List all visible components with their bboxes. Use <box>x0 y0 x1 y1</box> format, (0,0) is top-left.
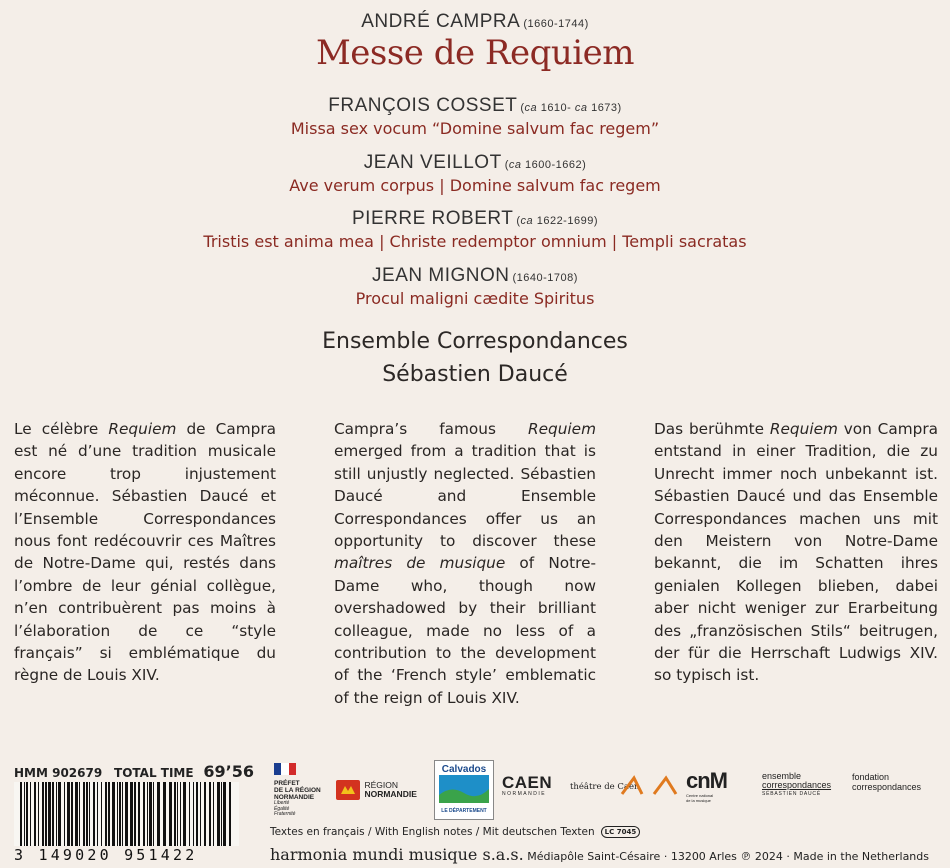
barcode-bar <box>67 782 70 846</box>
normandy-lion-icon <box>336 780 360 800</box>
barcode-bar <box>112 782 115 846</box>
barcode <box>14 782 239 852</box>
composer-name: PIERRE ROBERT <box>352 208 514 229</box>
work-robert: Tristis est anima mea | Christe redemptor omnium | Templi sacratas <box>203 232 747 251</box>
barcode-bar <box>143 782 145 846</box>
total-time: 69’56 <box>203 762 255 781</box>
description-english: Campra’s famous Requiem emerged from a tradition that is still unjustly neglected. Sébastien Daucé and Ensemble Correspondances offer us an opportunity to discover these maîtres de musique of Notre-Dame who, though now overshadowed by their brilliant colleague, made no less of a contribution to the development of the ‘French style’ emblematic of the reign of Louis XIV. <box>334 420 597 707</box>
calvados-sub: LE DÉPARTEMENT <box>441 808 487 814</box>
ensemble-logo-line3: SÉBASTIEN DAUCÉ <box>762 791 821 797</box>
barcode-bar <box>119 782 121 846</box>
tricolor-flag-icon <box>274 763 296 775</box>
barcode-bar <box>71 782 73 846</box>
work-cosset: Missa sex vocum “Domine salvum fac regem” <box>290 119 660 138</box>
album-title: Messe de Requiem <box>315 33 635 73</box>
barcode-bar <box>204 782 206 846</box>
barcode-bar <box>229 782 231 846</box>
description-french: Le célèbre Requiem de Campra est né d’une tradition musicale encore trop injustement méconnue. Sébastien Daucé et l’Ensemble Correspondances nous font redécouvrir ces Maîtres de Notre-Dame qui, restés dans l’ombre de leur génial collègue, n’en contribuèrent pas moins à l’élaboration de ce “style français” si emblématique du règne de Louis XIV. <box>14 420 276 685</box>
barcode-bar <box>180 782 181 846</box>
barcode-bar <box>189 782 190 846</box>
ensemble-logo-line2: correspondances <box>762 780 832 790</box>
caen-text: CAEN <box>502 773 553 792</box>
cnm-sub: Centre national de la musique <box>686 793 714 803</box>
barcode-bar <box>217 782 220 846</box>
lc-code: LC 7045 <box>601 826 641 838</box>
work-mignon: Procul maligni cædite Spiritus <box>355 289 595 308</box>
barcode-bar <box>93 782 95 846</box>
barcode-bar <box>149 782 152 846</box>
theatre-chevrons <box>620 774 682 801</box>
catalog-line <box>14 762 254 781</box>
composer-dates: (1660-1744) <box>523 18 589 30</box>
prefet-motto: Liberté Égalité Fraternité <box>274 800 296 817</box>
label-address: Médiapôle Saint-Césaire · 13200 Arles ℗ 2024 · Made in the Netherlands <box>523 850 929 863</box>
barcode-bar <box>209 782 211 846</box>
cnm-logo <box>686 768 727 803</box>
barcode-bar <box>122 782 123 846</box>
barcode-bar <box>86 782 88 846</box>
cnm-text: cnM <box>686 768 727 793</box>
barcode-bar <box>45 782 47 846</box>
barcode-bar <box>134 782 136 846</box>
orange-chevrons-icon <box>620 774 682 796</box>
barcode-bar <box>200 782 201 846</box>
barcode-bar <box>79 782 80 846</box>
total-time-label: TOTAL TIME <box>114 766 194 780</box>
barcode-bar <box>56 782 57 846</box>
barcode-bar <box>169 782 172 846</box>
barcode-bar <box>75 782 78 846</box>
language-notes <box>270 826 640 838</box>
theatre-caen-logo: théâtre de Caen <box>570 782 640 792</box>
language-text: Textes en français / With English notes / Mit deutschen Texten <box>270 826 595 838</box>
composer-dates: (1640-1708) <box>512 272 578 284</box>
barcode-bar <box>138 782 140 846</box>
ensemble-name: Ensemble Correspondances <box>322 329 628 354</box>
barcode-bar <box>196 782 198 846</box>
barcode-bar <box>97 782 98 846</box>
composer-mignon <box>0 266 950 285</box>
composer-cosset <box>0 96 950 115</box>
caen-logo <box>502 774 552 797</box>
composer-campra <box>0 12 950 31</box>
composer-name: ANDRÉ CAMPRA <box>361 11 521 32</box>
region-normandie-logo <box>336 780 417 800</box>
prefet-logo <box>274 762 338 818</box>
barcode-bar <box>34 782 36 846</box>
barcode-bar <box>223 782 226 846</box>
barcode-bar <box>193 782 194 846</box>
barcode-bar <box>157 782 160 846</box>
fondation-logo-line2: correspondances <box>852 782 922 792</box>
barcode-bar <box>48 782 51 846</box>
description-german: Das berühmte Requiem von Campra entstand in einer Tradition, die zu Unrecht immer noch unbekannt ist. Sébastien Daucé und das Ensemble Correspondances machen uns mit den Meistern von Notre-Dame bekannt, die im Schatten ihres genialen Kollegen blieben, dabei aber nicht weniger zur Erarbeitung des „französischen Stils“ beitrugen, der für die Herrschaft Ludwigs XIV. so typisch ist. <box>654 420 938 685</box>
barcode-digits: 3 149020 951422 <box>14 846 239 864</box>
barcode-bar <box>183 782 186 846</box>
barcode-bar <box>153 782 154 846</box>
barcode-bar <box>177 782 178 846</box>
caen-sub: NORMANDIE <box>502 791 547 797</box>
composer-robert <box>0 209 950 228</box>
calvados-landscape-icon <box>439 775 489 803</box>
ensemble-correspondances-logo <box>762 772 831 799</box>
composer-dates: (ca 1610- ca 1673) <box>520 102 622 114</box>
barcode-bar <box>58 782 61 846</box>
barcode-bar <box>42 782 44 846</box>
label-line <box>270 845 929 864</box>
calvados-text: Calvados <box>441 764 487 775</box>
barcode-bar <box>83 782 85 846</box>
barcode-bar <box>26 782 28 846</box>
barcode-bar <box>38 782 39 846</box>
conductor-name: Sébastien Daucé <box>382 362 568 387</box>
barcode-bar <box>105 782 107 846</box>
barcode-bars <box>14 782 239 846</box>
barcode-bar <box>174 782 176 846</box>
barcode-bar <box>221 782 222 846</box>
fondation-logo-line1: fondation <box>852 772 890 782</box>
barcode-bar <box>108 782 110 846</box>
barcode-bar <box>213 782 214 846</box>
composer-name: FRANÇOIS COSSET <box>328 95 518 116</box>
barcode-bar <box>24 782 25 846</box>
work-veillot: Ave verum corpus | Domine salvum fac regem <box>289 176 661 195</box>
label-name: harmonia mundi musique s.a.s. <box>270 845 524 864</box>
composer-dates: (ca 1600-1662) <box>504 159 587 171</box>
composer-dates: (ca 1622-1699) <box>516 215 598 227</box>
barcode-bar <box>163 782 166 846</box>
prefet-text: PRÉFET DE LA RÉGION NORMANDIE <box>274 780 321 801</box>
barcode-bar <box>101 782 102 846</box>
catalog-number: HMM 902679 <box>14 766 103 780</box>
normandie-text: NORMANDIE <box>364 789 417 799</box>
barcode-bar <box>89 782 90 846</box>
barcode-bar <box>125 782 128 846</box>
ensemble-logo-line1: ensemble <box>762 771 802 781</box>
barcode-bar <box>147 782 148 846</box>
barcode-bar <box>30 782 31 846</box>
calvados-logo <box>434 760 494 820</box>
barcode-bar <box>130 782 133 846</box>
composer-name: JEAN VEILLOT <box>363 152 502 173</box>
sponsor-logos <box>268 760 948 820</box>
barcode-bar <box>117 782 118 846</box>
fondation-logo <box>852 772 921 792</box>
barcode-bar <box>64 782 65 846</box>
barcode-bar <box>52 782 54 846</box>
barcode-bar <box>20 782 22 846</box>
composer-veillot <box>0 153 950 172</box>
region-text: RÉGION <box>364 780 398 790</box>
composer-name: JEAN MIGNON <box>372 265 510 286</box>
